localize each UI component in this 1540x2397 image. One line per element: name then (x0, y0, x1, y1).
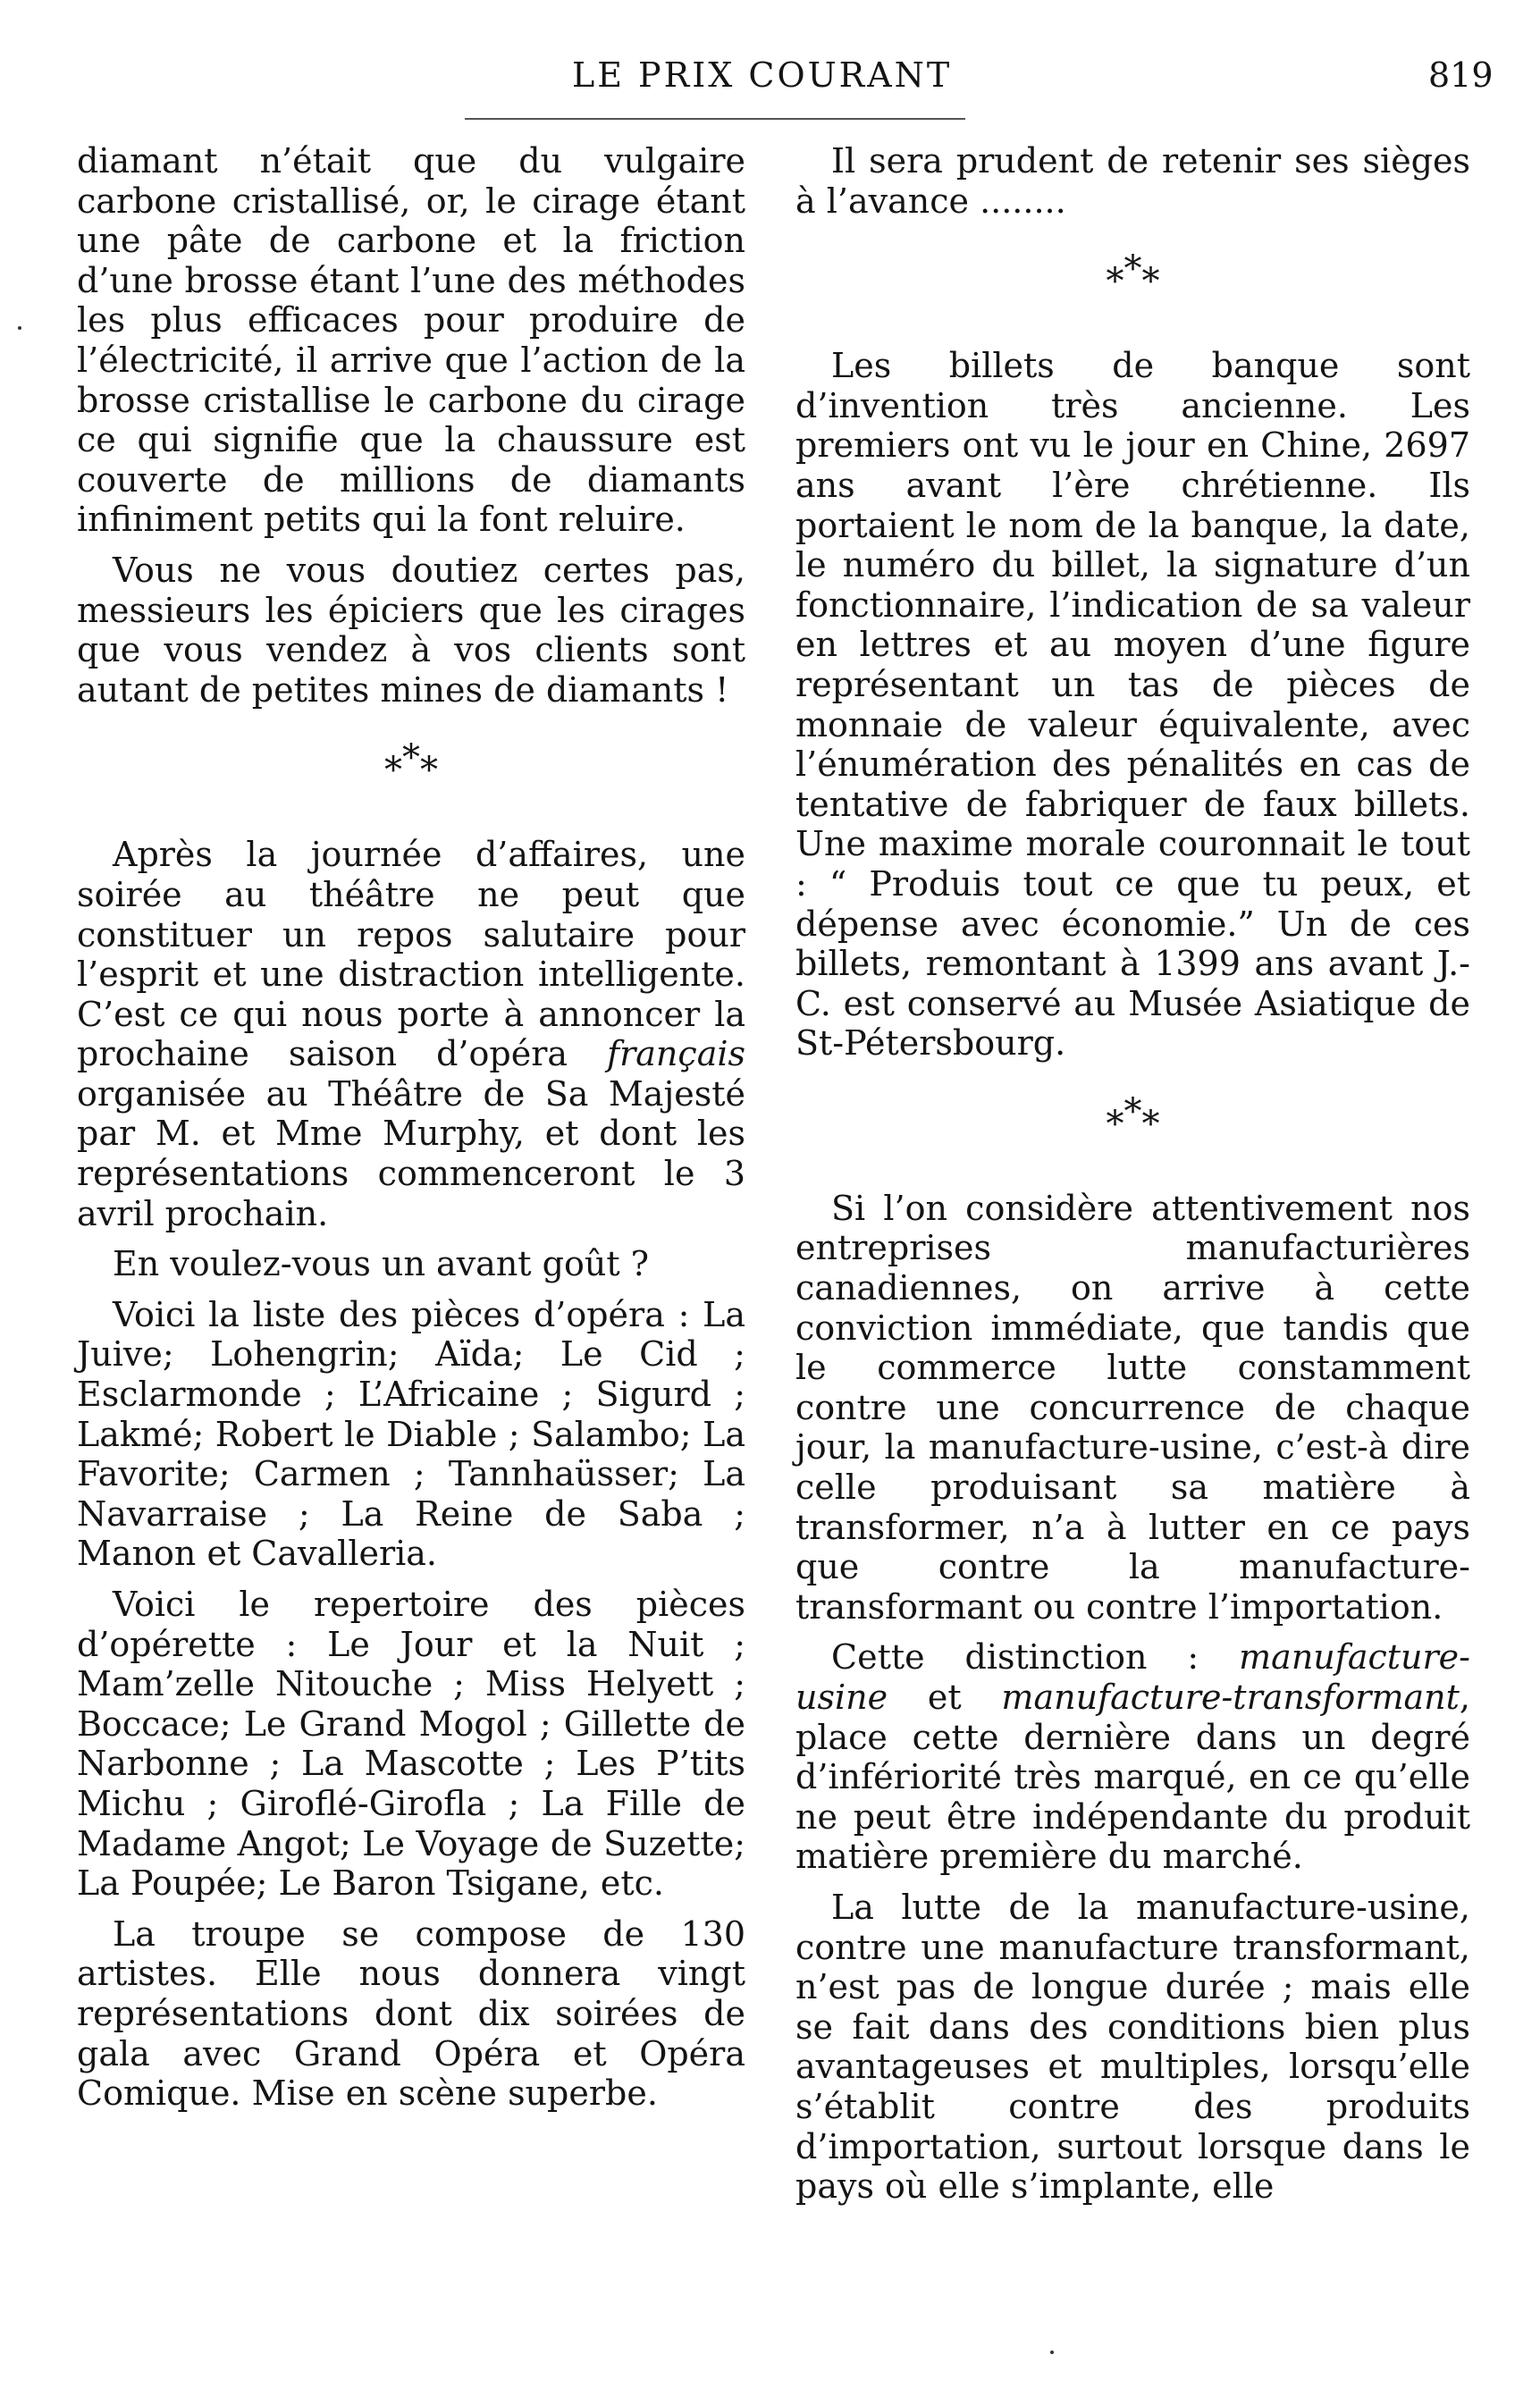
asterisk: * (420, 750, 438, 792)
header-rule (465, 118, 965, 120)
paragraph-text: et (888, 1678, 1002, 1717)
margin-speck (18, 326, 21, 330)
paragraph: La lutte de la manufacture-usine, contre une manufacture transformant, n’est pas de longue durée ; mais elle se fait dans des conditions bien plus avantageuses et multiples, lorsqu’elle s’établit contre des produits d’importation, surtout lorsque dans le pays où elle s’implante, elle (795, 1887, 1470, 2207)
section-asterism (795, 1090, 1470, 1145)
italic-text: manufacture-usine (795, 1637, 1470, 1717)
asterisk: * (1123, 248, 1142, 290)
paragraph: Il sera prudent de retenir ses sièges à l’avance ........ (795, 141, 1470, 221)
paragraph: Vous ne vous doutiez certes pas, messieurs les épiciers que les cirages que vous vendez à vos clients sont autant de petites mines de diamants ! (77, 550, 745, 710)
paragraph-text: Cette distinction : (831, 1637, 1240, 1678)
page-number: 819 (1428, 55, 1494, 95)
paragraph: Voici le repertoire des pièces d’opérette : Le Jour et la Nuit ; Mam’zelle Nitouche ; Miss Helyett ; Boccace; Le Grand Mogol ; Gillette de Narbonne ; La Mascotte ; Les P’tits Michu ; Giroflé-Girofla ; La Fille de Madame Angot; Le Voyage de Suzette; La Poupée; Le Baron Tsigane, etc. (77, 1585, 745, 1904)
asterisk: * (1106, 261, 1124, 303)
asterisk: * (1123, 1090, 1142, 1132)
paragraph-text: organisée au Théâtre de Sa Majesté par M. et Mme Murphy, et dont les représentations commenceront le 3 avril prochain. (77, 1073, 745, 1233)
margin-speck (1050, 2351, 1054, 2354)
paragraph (795, 1637, 1470, 1877)
italic-text: français (607, 1034, 745, 1074)
paragraph-text: , place cette dernière dans un degré d’infériorité très marqué, en ce qu’elle ne peut être indépendante du produit matière première du marché. (795, 1678, 1470, 1877)
page-header (0, 55, 1540, 109)
section-asterism (795, 248, 1470, 303)
paragraph: En voulez-vous un avant goût ? (113, 1244, 650, 1284)
paragraph: Voici la liste des pièces d’opéra : La Juive; Lohengrin; Aïda; Le Cid ; Esclarmonde ; L’Africaine ; Sigurd ; Lakmé; Robert le Diable ; Salambo; La Favorite; Carmen ; Tannhaüsser; La Navarraise ; La Reine de Saba ; Manon et Cavalleria. (77, 1294, 745, 1574)
section-asterism (77, 737, 745, 792)
paragraph: La troupe se compose de 130 artistes. Elle nous donnera vingt représentations dont dix soirées de gala avec Grand Opéra et Opéra Comique. Mise en scène superbe. (77, 1913, 745, 2114)
asterisk: * (1141, 1103, 1160, 1145)
paragraph: Si l’on considère attentivement nos entreprises manufacturières canadiennes, on arrive à cette conviction immédiate, que tandis que le commerce lutte constamment contre une concurrence de chaque jour, la manufacture-usine, c’est-à dire celle produisant sa matière à transformer, n’a à lutter en ce pays que contre la manufacture-transformant ou contre l’importation. (795, 1188, 1470, 1627)
italic-text: manufacture-transformant (1001, 1678, 1460, 1717)
left-column (77, 141, 745, 2124)
running-title: LE PRIX COURANT (572, 55, 953, 95)
paragraph: diamant n’était que du vulgaire carbone cristallisé, or, le cirage étant une pâte de carbone et la friction d’une brosse étant l’une des méthodes les plus efficaces pour produire de l’électricité, il arrive que l’action de la brosse cristallise le carbone du cirage ce qui signifie que la chaussure est couverte de millions de diamants infiniment petits qui la font reluire. (77, 141, 745, 540)
asterisk: * (1106, 1103, 1124, 1145)
asterisk: * (402, 737, 420, 779)
paragraph (77, 835, 745, 1233)
right-column (795, 141, 1470, 2217)
paragraph: Les billets de banque sont d’invention très ancienne. Les premiers ont vu le jour en Chine, 2697 ans avant l’ère chrétienne. Ils portaient le nom de la banque, la date, le numéro du billet, la signature d’un fonctionnaire, l’indication de sa valeur en lettres et au moyen d’une figure représentant un tas de pièces de monnaie de valeur équivalente, avec l’énumération des pénalités en cas de tentative de fabriquer de faux billets. Une maxime morale couronnait le tout : “ Produis tout ce que tu peux, et dépense avec économie.” Un de ces billets, remontant à 1399 ans avant J.-C. est conservé au Musée Asiatique de St-Pétersbourg. (795, 346, 1470, 1064)
asterisk: * (384, 750, 402, 792)
asterisk: * (1141, 261, 1160, 303)
paragraph-text: Après la journée d’affaires, une soirée au théâtre ne peut que constituer un repos salutaire pour l’esprit et une distraction intelligente. C’est ce qui nous porte à annoncer la prochaine saison d’opéra (77, 835, 745, 1074)
